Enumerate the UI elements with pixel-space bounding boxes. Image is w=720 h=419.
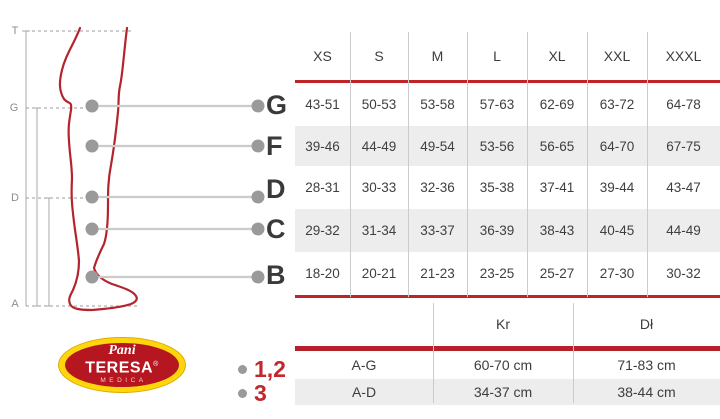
- legend-number-3: 3: [254, 380, 267, 406]
- cell-f-s: 44-49: [361, 138, 397, 154]
- row-letter-c: C: [266, 214, 286, 244]
- cell-c-xs: 29-32: [305, 223, 340, 238]
- cell-ag-dl: 71-83 cm: [617, 357, 676, 373]
- column-separator: [647, 32, 648, 297]
- axis-label-d: D: [11, 192, 19, 204]
- leg-outline: [60, 28, 137, 310]
- column-separator: [527, 32, 528, 297]
- level-dashed-lines: [26, 31, 140, 306]
- column-separator: [408, 32, 409, 297]
- cell-d-xs: 28-31: [305, 180, 340, 195]
- logo-yellow-ring: [58, 337, 186, 393]
- table-bottom-red-divider: [295, 295, 720, 298]
- cell-d-s: 30-33: [361, 180, 397, 195]
- size-col-header-xxxl: XXXL: [665, 48, 702, 64]
- cell-b-xxxl: 30-32: [666, 266, 701, 281]
- size-col-header-xs: XS: [313, 48, 332, 64]
- logo-text-teresa: [85, 357, 159, 375]
- row-letter-d: D: [266, 174, 286, 204]
- cell-d-l: 35-38: [479, 180, 515, 195]
- axis-label-t: T: [11, 25, 19, 37]
- size-col-header-xl: XL: [548, 48, 566, 64]
- length-table-header-row: [295, 302, 720, 346]
- brand-logo: [58, 337, 186, 393]
- logo-text-medica: MEDICA: [100, 376, 147, 384]
- size-col-header-xxl: XXL: [603, 48, 631, 64]
- length-row-ad: [295, 379, 720, 405]
- size-col-header-m: M: [431, 48, 444, 64]
- cell-ag-range: A-G: [351, 357, 377, 373]
- cell-f-xl: 56-65: [539, 138, 575, 154]
- column-separator: [587, 32, 588, 297]
- measurement-dots: [86, 100, 265, 284]
- cell-b-xl: 25-27: [539, 266, 575, 281]
- logo-red-oval: [65, 343, 179, 387]
- cell-f-xs: 39-46: [305, 138, 340, 154]
- cell-c-xl: 38-43: [539, 223, 575, 238]
- table-row-g: [295, 83, 720, 126]
- length-col-header-kr: Kr: [496, 316, 510, 332]
- cell-g-m: 53-58: [420, 97, 455, 112]
- table-row-f: [295, 126, 720, 166]
- table-row-d: [295, 166, 720, 209]
- cell-ad-kr: 34-37 cm: [473, 384, 533, 400]
- legend-item-3: [238, 380, 267, 406]
- cell-b-xxl: 27-30: [599, 266, 635, 281]
- cell-c-xxl: 40-45: [599, 223, 635, 238]
- cell-g-l: 57-63: [479, 97, 515, 112]
- cell-g-xl: 62-69: [539, 97, 575, 112]
- size-col-header-l: L: [493, 48, 501, 64]
- row-letter-f: F: [266, 131, 283, 161]
- cell-d-m: 32-36: [420, 180, 455, 195]
- cell-c-l: 36-39: [479, 223, 515, 238]
- row-letter-g: G: [266, 90, 288, 120]
- row-letter-b: B: [266, 260, 286, 290]
- cell-b-l: 23-25: [479, 266, 515, 281]
- cell-c-m: 33-37: [420, 223, 455, 238]
- registered-mark-icon: ®: [153, 361, 159, 369]
- cell-ad-range: A-D: [351, 384, 377, 400]
- connector-lines: [92, 106, 258, 277]
- bullet-dot-icon: [238, 389, 247, 398]
- cell-g-s: 50-53: [361, 97, 397, 112]
- cell-b-m: 21-23: [420, 266, 455, 281]
- cell-ad-dl: 38-44 cm: [617, 384, 676, 400]
- size-col-header-s: S: [374, 48, 384, 64]
- cell-d-xxxl: 43-47: [666, 180, 701, 195]
- length-col-empty: [295, 302, 433, 346]
- column-separator: [433, 303, 434, 403]
- cell-c-xxxl: 44-49: [666, 223, 701, 238]
- cell-f-xxl: 64-70: [599, 138, 635, 154]
- cell-f-xxxl: 67-75: [666, 138, 701, 154]
- length-table: [295, 302, 720, 405]
- cell-d-xl: 37-41: [539, 180, 575, 195]
- column-separator: [350, 32, 351, 297]
- cell-g-xs: 43-51: [305, 97, 340, 112]
- column-separator: [573, 303, 574, 403]
- size-table-header-row: [295, 32, 720, 80]
- logo-teresa-word: TERESA: [85, 359, 154, 377]
- dimension-lines: [22, 31, 53, 306]
- length-row-ag: [295, 351, 720, 379]
- cell-b-s: 20-21: [361, 266, 397, 281]
- legend-item-12: [238, 356, 286, 382]
- cell-f-m: 49-54: [420, 138, 455, 154]
- logo-text-pani: Pani: [108, 343, 136, 359]
- bullet-dot-icon: [238, 365, 247, 374]
- size-table: [295, 32, 720, 298]
- length-col-header-dl: Dł: [639, 316, 654, 332]
- cell-b-xs: 18-20: [305, 266, 340, 281]
- cell-g-xxxl: 64-78: [666, 97, 701, 112]
- table-row-b: [295, 252, 720, 295]
- table-row-c: [295, 209, 720, 252]
- cell-f-l: 53-56: [479, 138, 515, 154]
- cell-g-xxl: 63-72: [599, 97, 635, 112]
- axis-label-a: A: [11, 298, 19, 310]
- cell-ag-kr: 60-70 cm: [473, 357, 533, 373]
- cell-d-xxl: 39-44: [599, 180, 635, 195]
- column-separator: [467, 32, 468, 297]
- legend-number-12: 1,2: [254, 356, 286, 382]
- axis-label-g: G: [9, 102, 19, 114]
- cell-c-s: 31-34: [361, 223, 397, 238]
